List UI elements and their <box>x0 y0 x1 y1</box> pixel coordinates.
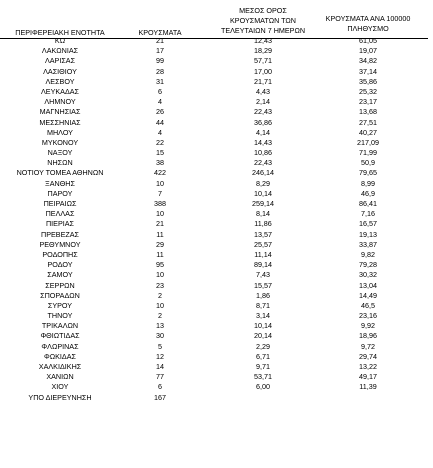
cases-per-100000-cell: 27,51 <box>359 117 377 127</box>
cases-per-100000-cell: 37,14 <box>359 66 377 76</box>
header-average-line-2: ΚΡΟΥΣΜΑΤΩΝ ΤΩΝ <box>230 16 296 25</box>
region-name-cell: ΛΑΣΙΘΙΟΥ <box>43 66 77 76</box>
cases-per-100000-cell: 79,28 <box>359 260 377 270</box>
region-name-cell: ΛΕΣΒΟΥ <box>45 76 75 86</box>
seven-day-average-cell: 6,00 <box>256 382 270 392</box>
cases-cell: 10 <box>156 209 164 219</box>
header-average-line-3: ΤΕΛΕΥΤΑΙΩΝ 7 ΗΜΕΡΩΝ <box>220 26 306 35</box>
cases-per-100000-cell: 14,49 <box>359 290 377 300</box>
header-per100k-line-1: ΚΡΟΥΣΜΑΤΑ ΑΝΑ 100000 <box>325 14 411 23</box>
cases-per-100000-cell: 40,27 <box>359 127 377 137</box>
seven-day-average-cell: 259,14 <box>252 199 274 208</box>
cases-cell: 388 <box>154 199 166 208</box>
cases-per-100000-cell: 35,86 <box>359 76 377 86</box>
cases-cell: 422 <box>154 168 166 178</box>
region-name-cell: ΡΟΔΟΠΗΣ <box>42 249 78 259</box>
cases-cell: 10 <box>156 178 164 188</box>
header-seven-day-average <box>213 6 313 36</box>
seven-day-average-cell: 7,43 <box>256 270 270 280</box>
table-header <box>0 0 433 40</box>
seven-day-average-cell: 89,14 <box>254 260 272 270</box>
region-name-cell: ΣΠΟΡΑΔΩΝ <box>40 290 80 300</box>
cases-cell: 15 <box>156 148 164 158</box>
cases-per-100000-cell: 23,16 <box>359 311 377 321</box>
header-average-line-1: ΜΕΣΟΣ ΟΡΟΣ <box>239 6 287 15</box>
cases-cell: 10 <box>156 270 164 280</box>
cases-per-100000-cell: 33,87 <box>359 239 377 249</box>
cases-per-100000-cell: 19,07 <box>359 46 377 56</box>
region-name-cell: ΜΥΚΟΝΟΥ <box>41 137 79 147</box>
cases-per-100000-cell: 71,99 <box>359 148 377 158</box>
seven-day-average-cell: 13,57 <box>254 229 272 239</box>
cases-cell: 21 <box>156 36 164 45</box>
region-name-cell: ΥΠΟ ΔΙΕΡΕΥΝΗΣΗ <box>28 392 92 402</box>
cases-per-100000-cell: 49,17 <box>359 372 377 382</box>
cases-cell: 14 <box>156 362 164 371</box>
cases-cell: 167 <box>154 392 166 402</box>
seven-day-average-cell: 4,14 <box>256 127 270 137</box>
seven-day-average-cell: 2,29 <box>256 341 270 351</box>
cases-per-100000-cell: 23,17 <box>359 97 377 107</box>
region-name-cell: ΚΩ <box>54 36 66 45</box>
seven-day-average-cell: 25,57 <box>254 239 272 249</box>
region-name-cell: ΝΑΞΟΥ <box>47 148 73 158</box>
region-name-cell: ΝΗΣΩΝ <box>47 158 73 168</box>
seven-day-average-cell: 1,86 <box>256 290 270 300</box>
seven-day-average-cell: 4,43 <box>256 86 270 96</box>
cases-per-100000-cell: 9,72 <box>361 341 375 351</box>
seven-day-average-cell: 15,57 <box>254 280 272 290</box>
seven-day-average-cell: 8,29 <box>256 178 270 188</box>
region-name-cell: ΡΕΘΥΜΝΟΥ <box>39 239 81 249</box>
cases-cell: 10 <box>156 300 164 310</box>
seven-day-average-cell: 14,43 <box>254 137 272 147</box>
seven-day-average-cell: 6,71 <box>256 351 270 361</box>
cases-per-100000-cell: 11,39 <box>359 382 377 392</box>
cases-per-100000-cell: 30,32 <box>359 270 377 280</box>
cases-cell: 29 <box>156 239 164 249</box>
region-name-cell: ΠΕΛΛΑΣ <box>45 209 75 219</box>
cases-cell: 28 <box>156 66 164 76</box>
region-name-cell: ΠΡΕΒΕΖΑΣ <box>41 229 79 239</box>
table-body <box>0 37 433 404</box>
table-row <box>0 394 433 404</box>
seven-day-average-cell: 3,14 <box>256 311 270 321</box>
cases-per-100000-cell: 18,96 <box>359 331 377 341</box>
seven-day-average-cell: 9,71 <box>256 362 270 371</box>
region-name-cell: ΣΕΡΡΩΝ <box>45 280 75 290</box>
table-row <box>0 108 433 118</box>
region-name-cell: ΛΑΡΙΣΑΣ <box>44 56 76 66</box>
region-name-cell: ΦΩΚΙΔΑΣ <box>44 351 76 361</box>
cases-cell: 13 <box>156 321 164 331</box>
cases-per-100000-cell: 217,09 <box>357 137 379 147</box>
region-name-cell: ΡΟΔΟΥ <box>47 260 73 270</box>
cases-per-100000-cell: 13,22 <box>359 362 377 371</box>
seven-day-average-cell: 22,43 <box>254 107 272 117</box>
cases-cell: 26 <box>156 107 164 117</box>
cases-per-100000-cell: 61,05 <box>359 36 377 45</box>
seven-day-average-cell: 8,71 <box>256 300 270 310</box>
seven-day-average-cell: 17,00 <box>254 66 272 76</box>
header-per100k-line-2: ΠΛΗΘΥΣΜΟ <box>347 24 389 33</box>
seven-day-average-cell: 10,86 <box>254 148 272 158</box>
cases-per-100000-cell: 46,5 <box>361 300 375 310</box>
region-name-cell: ΧΑΝΙΩΝ <box>46 372 74 382</box>
cases-cell: 44 <box>156 117 164 127</box>
cases-cell: 38 <box>156 158 164 168</box>
cases-per-100000-cell: 7,16 <box>361 209 375 219</box>
cases-cell: 99 <box>156 56 164 66</box>
region-name-cell: ΧΙΟΥ <box>51 382 69 392</box>
seven-day-average-cell: 18,29 <box>254 46 272 56</box>
cases-per-100000-cell: 46,9 <box>361 188 375 198</box>
seven-day-average-cell: 246,14 <box>252 168 274 178</box>
cases-per-100000-cell: 13,68 <box>359 107 377 117</box>
seven-day-average-cell: 57,71 <box>254 56 272 66</box>
region-name-cell: ΠΙΕΡΙΑΣ <box>45 219 74 229</box>
cases-cell: 22 <box>156 137 164 147</box>
cases-cell: 6 <box>158 86 162 96</box>
seven-day-average-cell: 11,14 <box>254 249 272 259</box>
region-name-cell: ΤΡΙΚΑΛΩΝ <box>41 321 79 331</box>
region-name-cell: ΠΕΙΡΑΙΩΣ <box>43 199 77 208</box>
region-name-cell: ΞΑΝΘΗΣ <box>45 178 75 188</box>
cases-per-100000-cell: 13,04 <box>359 280 377 290</box>
seven-day-average-cell: 12,43 <box>254 36 272 45</box>
header-cases-per-100000 <box>308 14 428 34</box>
region-name-cell: ΣΥΡΟΥ <box>47 300 73 310</box>
header-region: ΠΕΡΙΦΕΡΕΙΑΚΗ ΕΝΟΤΗΤΑ <box>15 28 105 37</box>
header-cases: ΚΡΟΥΣΜΑΤΑ <box>138 28 182 37</box>
cases-cell: 6 <box>158 382 162 392</box>
cases-per-100000-cell: 9,92 <box>361 321 375 331</box>
cases-cell: 23 <box>156 280 164 290</box>
cases-cell: 5 <box>158 341 162 351</box>
cases-per-100000-cell: 8,99 <box>361 178 375 188</box>
region-name-cell: ΜΕΣΣΗΝΙΑΣ <box>39 117 81 127</box>
cases-cell: 77 <box>156 372 164 382</box>
region-name-cell: ΦΘΙΩΤΙΔΑΣ <box>40 331 80 341</box>
seven-day-average-cell: 22,43 <box>254 158 272 168</box>
cases-cell: 4 <box>158 97 162 107</box>
cases-cell: 30 <box>156 331 164 341</box>
region-name-cell: ΤΗΝΟΥ <box>47 311 73 321</box>
cases-per-100000-cell: 29,74 <box>359 351 377 361</box>
cases-cell: 21 <box>156 219 164 229</box>
cases-cell: 12 <box>156 351 164 361</box>
region-name-cell: ΛΕΥΚΑΔΑΣ <box>40 86 79 96</box>
cases-cell: 4 <box>158 127 162 137</box>
region-name-cell: ΦΛΩΡΙΝΑΣ <box>41 341 79 351</box>
cases-cell: 2 <box>158 290 162 300</box>
cases-per-100000-cell: 25,32 <box>359 86 377 96</box>
seven-day-average-cell: 53,71 <box>254 372 272 382</box>
seven-day-average-cell: 11,86 <box>254 219 272 229</box>
seven-day-average-cell: 10,14 <box>254 188 272 198</box>
region-name-cell: ΛΗΜΝΟΥ <box>44 97 76 107</box>
seven-day-average-cell: 2,14 <box>256 97 270 107</box>
seven-day-average-cell: 10,14 <box>254 321 272 331</box>
seven-day-average-cell: 20,14 <box>254 331 272 341</box>
table-row <box>0 271 433 281</box>
cases-per-100000-cell: 19,13 <box>359 229 377 239</box>
region-name-cell: ΧΑΛΚΙΔΙΚΗΣ <box>38 362 82 371</box>
seven-day-average-cell: 36,86 <box>254 117 272 127</box>
cases-per-100000-cell: 79,65 <box>359 168 377 178</box>
region-name-cell: ΜΑΓΝΗΣΙΑΣ <box>39 107 81 117</box>
cases-per-100000-cell: 86,41 <box>359 199 377 208</box>
cases-cell: 2 <box>158 311 162 321</box>
region-name-cell: ΛΑΚΩΝΙΑΣ <box>41 46 79 56</box>
cases-cell: 7 <box>158 188 162 198</box>
cases-per-100000-cell: 50,9 <box>361 158 375 168</box>
region-name-cell: ΣΑΜΟΥ <box>47 270 73 280</box>
seven-day-average-cell: 8,14 <box>256 209 270 219</box>
cases-cell: 95 <box>156 260 164 270</box>
cases-cell: 11 <box>156 229 164 239</box>
cases-cell: 11 <box>156 249 164 259</box>
region-name-cell: ΠΑΡΟΥ <box>47 188 73 198</box>
region-name-cell: ΜΗΛΟΥ <box>47 127 73 137</box>
cases-per-100000-cell: 9,82 <box>361 249 375 259</box>
region-name-cell: ΝΟΤΙΟΥ ΤΟΜΕΑ ΑΘΗΝΩΝ <box>16 168 104 178</box>
seven-day-average-cell: 21,71 <box>254 76 272 86</box>
cases-cell: 17 <box>156 46 164 56</box>
cases-cell: 31 <box>156 76 164 86</box>
cases-per-100000-cell: 16,57 <box>359 219 377 229</box>
cases-per-100000-cell: 34,82 <box>359 56 377 66</box>
